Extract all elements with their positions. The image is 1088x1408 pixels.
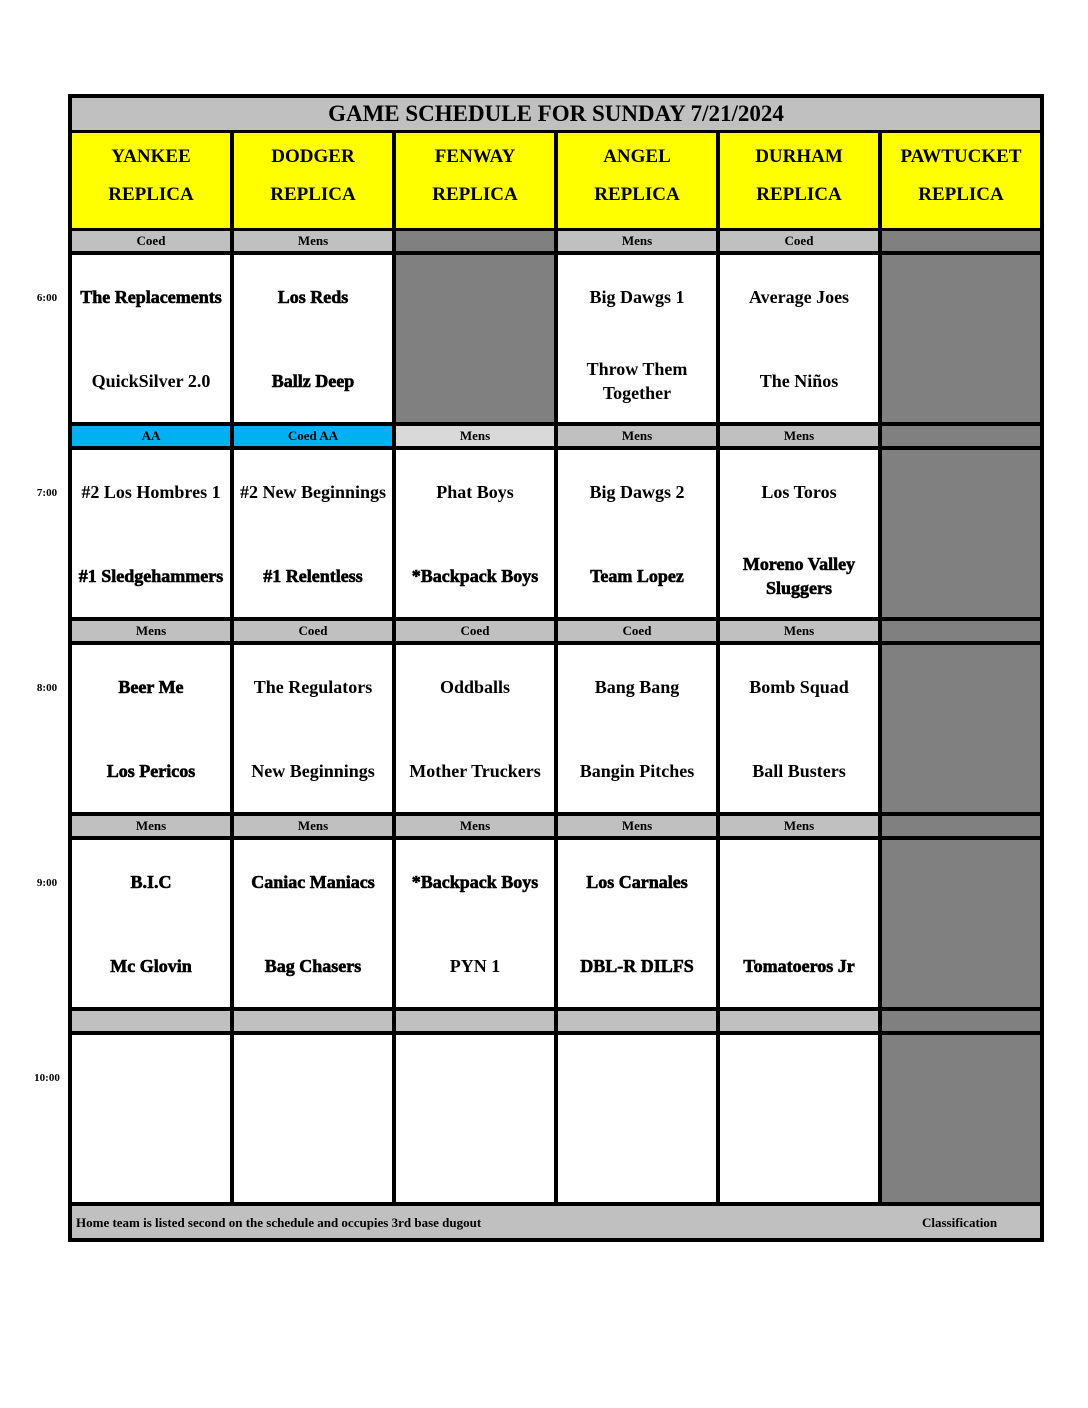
- classification-bar: Mens: [72, 816, 230, 836]
- classification-legend: Classification: [922, 1215, 998, 1230]
- classification-bar: Mens: [558, 816, 716, 836]
- field-header-angel: [558, 133, 716, 228]
- field-header-pawtucket: [882, 133, 1040, 228]
- classification-bar: [882, 621, 1040, 641]
- away-team: The Regulators: [253, 677, 373, 697]
- footer-bar: [72, 1206, 1040, 1238]
- away-team: [720, 1037, 878, 1117]
- game-cell: [234, 450, 392, 617]
- time-label: 10:00: [34, 1072, 60, 1084]
- away-team: B.I.C: [130, 872, 172, 892]
- game-cell: [558, 840, 716, 1007]
- classification-bar: [720, 1011, 878, 1031]
- field-name: YANKEE: [111, 146, 191, 167]
- classification-bar: [396, 231, 554, 251]
- field-type: REPLICA: [108, 184, 194, 205]
- away-team: Los Reds: [277, 287, 349, 307]
- classification-bar: [882, 816, 1040, 836]
- game-cell: [720, 1035, 878, 1202]
- away-team: Phat Boys: [436, 482, 514, 502]
- away-team: Bomb Squad: [749, 677, 849, 697]
- away-team: The Replacements: [80, 287, 222, 307]
- away-team: Caniac Maniacs: [251, 872, 375, 892]
- game-cell: [234, 840, 392, 1007]
- classification-bar: [882, 1011, 1040, 1031]
- away-team: Average Joes: [748, 287, 850, 307]
- field-type: REPLICA: [918, 184, 1004, 205]
- home-team: Team Lopez: [590, 566, 684, 586]
- home-team: Ball Busters: [752, 761, 846, 781]
- classification-bar: [234, 1011, 392, 1031]
- game-cell: [558, 450, 716, 617]
- classification-bar: [396, 1011, 554, 1031]
- field-name: FENWAY: [434, 146, 516, 167]
- classification-bar: Coed: [720, 231, 878, 251]
- field-header-dodger: [234, 133, 392, 228]
- game-cell: [558, 1035, 716, 1202]
- field-header-fenway: [396, 133, 554, 228]
- time-label: 7:00: [36, 487, 58, 499]
- field-header-durham: [720, 133, 878, 228]
- field-name: DURHAM: [755, 146, 843, 167]
- classification-bar: Coed: [72, 231, 230, 251]
- game-cell: [720, 645, 878, 812]
- closed-field-cell: [396, 255, 554, 422]
- game-cell: [72, 1035, 230, 1202]
- home-team: Ballz Deep: [271, 371, 355, 391]
- field-header-yankee: [72, 133, 230, 228]
- away-team: [72, 1037, 230, 1117]
- away-team: Beer Me: [118, 677, 184, 697]
- game-cell: [720, 840, 878, 1007]
- home-team: Throw Them Together: [586, 359, 688, 403]
- home-team: QuickSilver 2.0: [91, 371, 211, 391]
- classification-bar: Mens: [234, 816, 392, 836]
- time-label: 9:00: [36, 877, 58, 889]
- home-team: Los Pericos: [106, 761, 196, 781]
- classification-bar: Mens: [396, 426, 554, 446]
- game-cell: [234, 645, 392, 812]
- classification-bar: Mens: [234, 231, 392, 251]
- classification-bar: Mens: [720, 816, 878, 836]
- game-cell: [72, 645, 230, 812]
- home-team: Tomatoeros Jr: [743, 956, 855, 976]
- game-cell: [396, 450, 554, 617]
- schedule-title: GAME SCHEDULE FOR SUNDAY 7/21/2024: [72, 98, 1040, 130]
- classification-bar: AA: [72, 426, 230, 446]
- closed-field-cell: [882, 255, 1040, 422]
- classification-bar: [882, 426, 1040, 446]
- home-team: DBL-R DILFS: [580, 956, 694, 976]
- game-cell: [558, 645, 716, 812]
- away-team: [396, 1037, 554, 1117]
- away-team: [720, 842, 878, 922]
- home-team: Moreno Valley Sluggers: [742, 554, 856, 598]
- field-type: REPLICA: [270, 184, 356, 205]
- home-team: [396, 1121, 554, 1201]
- home-team: [720, 1121, 878, 1201]
- home-team: New Beginnings: [251, 761, 375, 781]
- field-type: REPLICA: [432, 184, 518, 205]
- away-team: Bang Bang: [594, 677, 680, 697]
- classification-bar: Mens: [720, 621, 878, 641]
- away-team: Los Toros: [761, 482, 837, 502]
- game-cell: [396, 645, 554, 812]
- game-cell: [72, 840, 230, 1007]
- away-team: *Backpack Boys: [411, 872, 539, 892]
- away-team: [558, 1037, 716, 1117]
- classification-bar: Coed: [234, 621, 392, 641]
- field-type: REPLICA: [756, 184, 842, 205]
- closed-field-cell: [882, 645, 1040, 812]
- closed-field-cell: [882, 1035, 1040, 1202]
- field-type: REPLICA: [594, 184, 680, 205]
- classification-bar: [558, 1011, 716, 1031]
- game-cell: [720, 255, 878, 422]
- classification-bar: Mens: [558, 231, 716, 251]
- home-team: [558, 1121, 716, 1201]
- closed-field-cell: [882, 840, 1040, 1007]
- home-team-note: Home team is listed second on the schedule and occupies 3rd base dugout: [76, 1215, 482, 1230]
- time-label: 6:00: [36, 292, 58, 304]
- away-team: Big Dawgs 2: [589, 482, 685, 502]
- game-cell: [234, 255, 392, 422]
- away-team: [234, 1037, 392, 1117]
- home-team: *Backpack Boys: [411, 566, 539, 586]
- game-cell: [396, 840, 554, 1007]
- classification-bar: [882, 231, 1040, 251]
- home-team: [72, 1121, 230, 1201]
- closed-field-cell: [882, 450, 1040, 617]
- field-name: PAWTUCKET: [900, 146, 1022, 167]
- classification-bar: [72, 1011, 230, 1031]
- away-team: #2 Los Hombres 1: [81, 482, 221, 502]
- classification-bar: Coed: [396, 621, 554, 641]
- classification-bar: Mens: [396, 816, 554, 836]
- classification-bar: Coed: [558, 621, 716, 641]
- home-team: PYN 1: [449, 956, 501, 976]
- home-team: Mother Truckers: [409, 761, 541, 781]
- away-team: Los Carnales: [586, 872, 688, 892]
- game-cell: [396, 1035, 554, 1202]
- home-team: The Niños: [759, 371, 839, 391]
- home-team: #1 Relentless: [263, 566, 363, 586]
- classification-bar: Mens: [720, 426, 878, 446]
- field-name: DODGER: [271, 146, 355, 167]
- game-cell: [720, 450, 878, 617]
- away-team: Big Dawgs 1: [589, 287, 685, 307]
- home-team: Bag Chasers: [264, 956, 362, 976]
- schedule-table: [68, 94, 1044, 1242]
- game-cell: [72, 255, 230, 422]
- away-team: #2 New Beginnings: [239, 482, 387, 502]
- game-cell: [234, 1035, 392, 1202]
- game-cell: [558, 255, 716, 422]
- field-name: ANGEL: [603, 146, 671, 167]
- game-cell: [72, 450, 230, 617]
- time-label: 8:00: [36, 682, 58, 694]
- classification-bar: Mens: [558, 426, 716, 446]
- classification-bar: Mens: [72, 621, 230, 641]
- home-team: [234, 1121, 392, 1201]
- home-team: Mc Glovin: [110, 956, 192, 976]
- home-team: Bangin Pitches: [579, 761, 695, 781]
- away-team: Oddballs: [439, 677, 511, 697]
- home-team: #1 Sledgehammers: [78, 566, 224, 586]
- classification-bar: Coed AA: [234, 426, 392, 446]
